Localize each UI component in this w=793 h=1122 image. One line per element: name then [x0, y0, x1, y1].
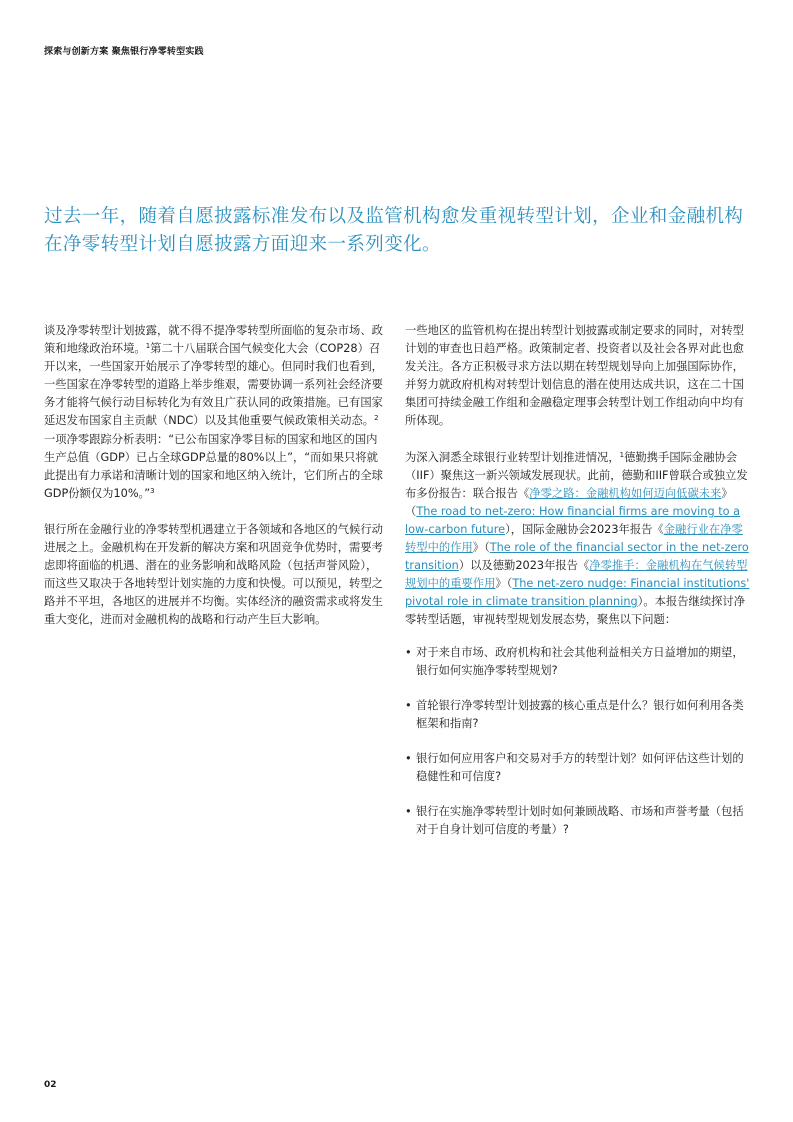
footnote-ref: 2	[374, 414, 379, 423]
right-paragraph-2: 为深入洞悉全球银行业转型计划推进情况，$^1$德勤携手国际金融协会（IIF）聚焦这一新兴领域发展现状。此前，德勤和IIF曾联合或独立发布多份报告：联合报告《净零之路：金融机构如何迈向低碳未来》（The road to net-zero: How financial firms are moving to a low-carbon future），国际金融协会2023年报告《金融行业在净零转型中的作用》（The role of the financial sector in the net-zero transition）以及德勤2023年报告《净零推手：金融机构在气候转型规划中的重要作用》（The net-zero nudge: Financial institutions' pivotal role in climate transition planning）。本报告继续探讨净零转型话题，审视转型规划发展态势，聚焦以下问题：	[405, 450, 750, 627]
list-item: • 对于来自市场、政府机构和社会其他利益相关方日益增加的期望，银行如何实施净零转型规划?	[405, 645, 744, 677]
footnote-ref: 3	[150, 486, 155, 495]
left-paragraph-2: 银行所在金融行业的净零转型机遇建立于各领域和各地区的气候行动进展之上。金融机构在开发新的解决方案和巩固竞争优势时，需要考虑即将面临的机遇、潜在的业务影响和战略风险（包括声誉风险），而这些又取决于各地转型计划实施的力度和快慢。可以预见，转型之路并不平坦，各地区的进展并不均衡。实体经济的融资需求或将发生重大变化，进而对金融机构的战略和行动产生巨大影响。	[44, 522, 383, 627]
report-link-1-en[interactable]: The road to net-zero: How financial firms are moving to a low-carbon future	[405, 504, 741, 536]
footnote-ref: 1	[619, 450, 625, 459]
bullet-icon: •	[405, 751, 412, 765]
bullet-icon: •	[405, 698, 412, 712]
report-link-3-en[interactable]: The net-zero nudge: Financial institutions' pivotal role in climate transition planning	[405, 577, 750, 609]
report-link-2-cn[interactable]: 金融行业在净零转型中的作用	[405, 522, 743, 555]
right-paragraph-1: 一些地区的监管机构在提出转型计划披露或制定要求的同时，对转型计划的审查也日趋严格。政策制定者、投资者以及社会各界对此也愈发关注。各方正积极寻求方法以期在转型规划导向上加强国际协作，并努力就政府机构对转型计划信息的潜在使用达成共识，这在二十国集团可持续金融工作组和金融稳定理事会转型计划工作组动向中均有所体现。	[405, 324, 744, 428]
page-number: 02	[44, 1080, 57, 1090]
report-link-3-cn[interactable]: 净零推手：金融机构在气候转型规划中的重要作用	[405, 559, 748, 591]
list-item: • 首轮银行净零转型计划披露的核心重点是什么？银行如何利用各类框架和指南?	[405, 698, 744, 730]
list-item: • 银行在实施净零转型计划时如何兼顾战略、市场和声誉考量（包括对于自身计划可信度的考量）?	[405, 805, 744, 837]
footnote-ref: 1	[145, 342, 151, 351]
left-paragraph-1: 谈及净零转型计划披露，就不得不提净零转型所面临的复杂市场、政策和地缘政治环境。$^1$第二十八届联合国气候变化大会（COP28）召开以来，一些国家开始展示了净零转型的雄心。但同时我们也看到，一些国家在净零转型的道路上举步维艰，需要协调一系列社会经济要务才能将气候行动目标转化为有效且广获认同的政策措施。已有国家延迟发布国家自主贡献（NDC）以及其他重要气候政策相关动态。$^2$一项净零跟踪分析表明：“已公布国家净零目标的国家和地区的国内生产总值（GDP）已占全球GDP总量的80%以上”，“而如果只将就此提出有力承诺和清晰计划的国家和地区纳入统计，它们所占的全球GDP份额仅为10%。”$^3$	[44, 324, 383, 500]
lead-statement: 过去一年，随着自愿披露标准发布以及监管机构愈发重视转型计划，企业和金融机构在净零转型计划自愿披露方面迎来一系列变化。	[44, 206, 744, 255]
bullet-icon: •	[405, 805, 412, 819]
right-column	[405, 322, 751, 856]
bullet-icon: •	[405, 645, 412, 659]
list-item: • 银行如何应用客户和交易对手方的转型计划？如何评估这些计划的稳健性和可信度?	[405, 751, 744, 783]
report-link-1-cn[interactable]: 净零之路：金融机构如何迈向低碳未来	[529, 486, 722, 500]
left-column	[44, 322, 384, 630]
question-list	[405, 644, 751, 840]
report-link-2-en[interactable]: The role of the financial sector in the net-zero transition	[405, 541, 749, 573]
running-header: 探索与创新方案 聚焦银行净零转型实践	[44, 47, 204, 57]
